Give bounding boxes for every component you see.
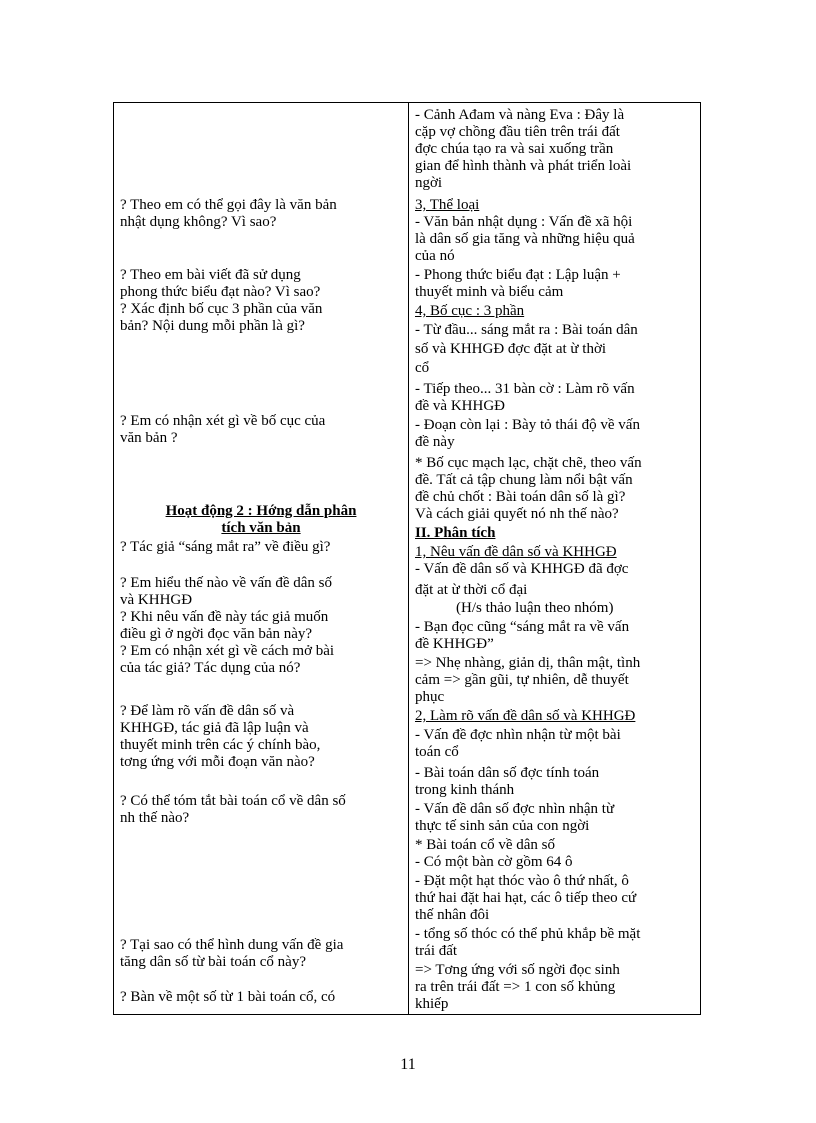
content-line: ra trên trái đất => 1 con số khủng — [415, 979, 616, 995]
section-heading: tích văn bản — [221, 520, 301, 536]
question-line: nh thế nào? — [120, 810, 190, 826]
content-line: trái đất — [415, 943, 458, 959]
content-line: - Vấn đề dân số đợc nhìn nhận từ — [415, 801, 615, 817]
content-line: - Văn bản nhật dụng : Vấn đề xã hội — [415, 214, 633, 230]
content-line: khiếp — [415, 996, 449, 1012]
content-line: - Có một bàn cờ gồm 64 ô — [415, 854, 573, 870]
question-line: ? Khi nêu vấn đề này tác giả muốn — [120, 609, 329, 625]
content-line: - Phong thức biểu đạt : Lập luận + — [415, 267, 621, 283]
content-line: => Nhẹ nhàng, giản dị, thân mật, tình — [415, 655, 641, 671]
content-line: - Đặt một hạt thóc vào ô thứ nhất, ô — [415, 873, 629, 889]
content-line: là dân số gia tăng và những hiệu quả — [415, 231, 635, 247]
content-line: - Bạn đọc cũng “sáng mắt ra về vấn — [415, 619, 630, 635]
question-line: ? Có thể tóm tắt bài toán cổ về dân số — [120, 793, 346, 809]
content-line: - Vấn đề dân số và KHHGĐ đã đợc — [415, 561, 629, 577]
content-line: trong kinh thánh — [415, 782, 515, 798]
content-line: ngời — [415, 175, 443, 191]
content-line: toán cổ — [415, 744, 459, 760]
content-line: cặp vợ chồng đầu tiên trên trái đất — [415, 124, 620, 140]
question-line: thuyết minh trên các ý chính bào, — [120, 737, 321, 753]
content-line: đề này — [415, 434, 455, 450]
content-line: * Bố cục mạch lạc, chặt chẽ, theo vấn — [415, 455, 642, 471]
page-number: 11 — [400, 1056, 416, 1073]
question-line: tơng ứng với mỗi đoạn văn nào? — [120, 754, 315, 770]
question-line: ? Em có nhận xét gì về cách mở bài — [120, 643, 335, 659]
content-line: - Từ đầu... sáng mắt ra : Bài toán dân — [415, 322, 638, 338]
content-line: - Tiếp theo... 31 bàn cờ : Làm rõ vấn — [415, 381, 635, 397]
content-line: đề và KHHGĐ — [415, 398, 505, 414]
content-line: phục — [415, 689, 445, 705]
content-line: cảm => gần gũi, tự nhiên, dễ thuyết — [415, 672, 629, 688]
section-heading: 1, Nêu vấn đề dân số và KHHGĐ — [415, 544, 617, 560]
content-line: thuyết minh và biểu cảm — [415, 284, 564, 300]
content-line: đề. Tất cả tập chung làm nổi bật vấn — [415, 472, 633, 488]
content-line: thứ hai đặt hai hạt, các ô tiếp theo cứ — [415, 890, 637, 906]
question-line: tăng dân số từ bài toán cổ này? — [120, 954, 306, 970]
question-line: ? Bàn về một số từ 1 bài toán cổ, có — [120, 989, 336, 1005]
question-line: ? Tại sao có thể hình dung vấn đề gia — [120, 937, 344, 953]
content-line: - Cảnh Ađam và nàng Eva : Đây là — [415, 107, 625, 123]
question-line: ? Theo em bài viết đã sử dụng — [120, 267, 301, 283]
content-line: đặt at ừ thời cổ đại — [415, 582, 528, 598]
content-line: thực tế sinh sản của con ngời — [415, 818, 590, 834]
question-line: của tác giả? Tác dụng của nó? — [120, 660, 301, 676]
question-line: nhật dụng không? Vì sao? — [120, 214, 277, 230]
content-line: số và KHHGĐ đợc đặt at ừ thời — [415, 341, 607, 357]
content-line: - Bài toán dân số đợc tính toán — [415, 765, 600, 781]
content-table — [113, 102, 701, 1015]
content-line: thế nhân đôi — [415, 907, 490, 923]
question-line: điều gì ở ngời đọc văn bản này? — [120, 626, 313, 642]
content-line: đề chủ chốt : Bài toán dân số là gì? — [415, 489, 626, 505]
content-line: cổ — [415, 360, 430, 376]
column-divider — [408, 103, 409, 1014]
content-line: * Bài toán cổ về dân số — [415, 837, 555, 853]
question-line: và KHHGĐ — [120, 592, 193, 608]
section-heading: II. Phân tích — [415, 525, 496, 541]
question-line: ? Theo em có thể gọi đây là văn bản — [120, 197, 337, 213]
content-line: gian để hình thành và phát triển loài — [415, 158, 632, 174]
content-line: (H/s thảo luận theo nhóm) — [456, 600, 614, 616]
question-line: ? Tác giả “sáng mắt ra” về điều gì? — [120, 539, 331, 555]
content-line: - Vấn đề đợc nhìn nhận từ một bài — [415, 727, 621, 743]
question-line: ? Em hiểu thế nào về vấn đề dân số — [120, 575, 333, 591]
content-line: đợc chúa tạo ra và sai xuống trần — [415, 141, 614, 157]
question-line: KHHGĐ, tác giả đã lập luận và — [120, 720, 309, 736]
question-line: văn bản ? — [120, 430, 178, 446]
content-line: của nó — [415, 248, 455, 264]
question-line: phong thức biểu đạt nào? Vì sao? — [120, 284, 321, 300]
question-line: ? Em có nhận xét gì về bố cục của — [120, 413, 326, 429]
section-heading: 3, Thể loại — [415, 197, 480, 213]
section-heading: 4, Bố cục : 3 phần — [415, 303, 525, 319]
question-line: ? Để làm rõ vấn đề dân số và — [120, 703, 295, 719]
section-heading: Hoạt động 2 : Hớng dẫn phân — [165, 503, 357, 519]
content-line: - tổng số thóc có thể phủ khắp bề mặt — [415, 926, 641, 942]
question-line: bản? Nội dung mỗi phần là gì? — [120, 318, 305, 334]
content-line: đề KHHGĐ” — [415, 636, 494, 652]
content-line: - Đoạn còn lại : Bày tỏ thái độ về vấn — [415, 417, 640, 433]
content-line: => Tơng ứng với số ngời đọc sinh — [415, 962, 620, 978]
question-line: ? Xác định bố cục 3 phần của văn — [120, 301, 323, 317]
content-line: Và cách giải quyết nó nh thế nào? — [415, 506, 619, 522]
section-heading: 2, Làm rõ vấn đề dân số và KHHGĐ — [415, 708, 636, 724]
